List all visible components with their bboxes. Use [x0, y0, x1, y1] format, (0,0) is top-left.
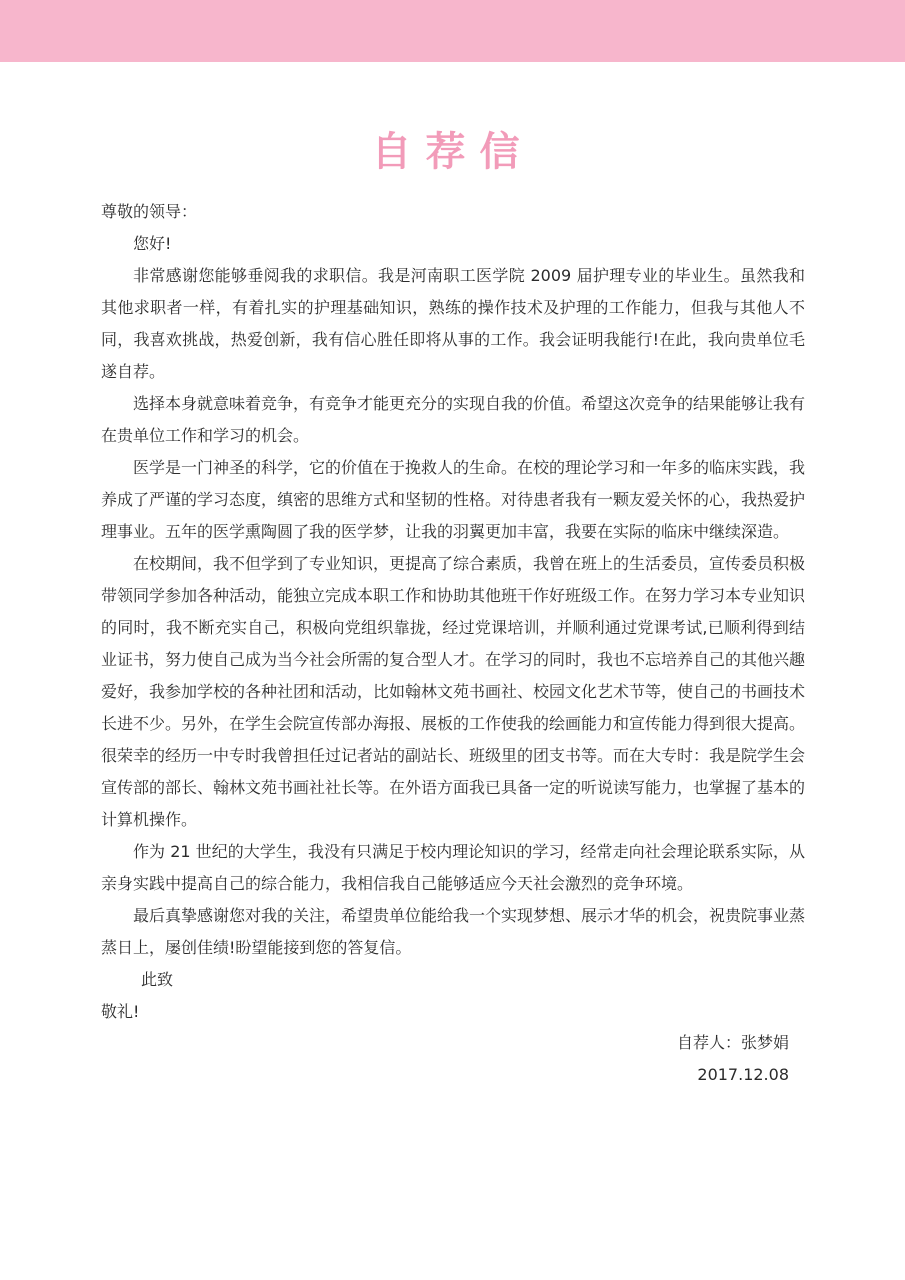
paragraph-6: 最后真挚感谢您对我的关注，希望贵单位能给我一个实现梦想、展示才华的机会，祝贵院事业蒸蒸日上，屡创佳绩!盼望能接到您的答复信。: [101, 906, 806, 957]
paragraph-2: 选择本身就意味着竞争，有竞争才能更充分的实现自我的价值。希望这次竞争的结果能够让我有在贵单位工作和学习的机会。: [101, 394, 806, 445]
paragraph-4: 在校期间，我不但学到了专业知识，更提高了综合素质，我曾在班上的生活委员，宣传委员积极带领同学参加各种活动，能独立完成本职工作和协助其他班干作好班级工作。在努力学习本专业知识的同时，我不断充实自己，积极向党组织靠拢，经过党课培训，并顺利通过党课考试,已顺利得到结业证书，努力使自己成为当今社会所需的复合型人才。在学习的同时，我也不忘培养自己的其他兴趣爱好，我参加学校的各种社团和活动，比如翰林文苑书画社、校园文化艺术节等，使自己的书画技术长进不少。另外，在学生会院宣传部办海报、展板的工作使我的绘画能力和宣传能力得到很大提高。很荣幸的经历一中专时我曾担任过记者站的副站长、班级里的团支书等。而在大专时：我是院学生会宣传部的部长、翰林文苑书画社社长等。在外语方面我已具备一定的听说读写能力，也掌握了基本的计算机操作。: [101, 554, 806, 829]
signature-block: [677, 1027, 789, 1091]
closing-line-1: 此致: [141, 970, 174, 989]
paragraph-1: 非常感谢您能够垂阅我的求职信。我是河南职工医学院 2009 届护理专业的毕业生。虽然我和其他求职者一样，有着扎实的护理基础知识，熟练的操作技术及护理的工作能力，但我与其他人不同，我喜欢挑战，热爱创新，我有信心胜任即将从事的工作。我会证明我能行!在此，我向贵单位毛遂自荐。: [101, 266, 805, 381]
page-title: 自荐信: [371, 129, 534, 175]
paragraph-3: 医学是一门神圣的科学，它的价值在于挽救人的生命。在校的理论学习和一年多的临床实践，我养成了严谨的学习态度，缜密的思维方式和坚韧的性格。对待患者我有一颗友爱关怀的心，我热爱护理事业。五年的医学熏陶圆了我的医学梦，让我的羽翼更加丰富，我要在实际的临床中继续深造。: [101, 458, 806, 541]
salutation: 尊敬的领导：: [101, 202, 198, 221]
signature-date: 2017.12.08: [697, 1065, 789, 1084]
letter-body: [101, 196, 805, 1028]
greeting: 您好!: [133, 234, 172, 253]
signature-name: 自荐人：张梦娟: [676, 1033, 789, 1052]
paragraph-5: 作为 21 世纪的大学生，我没有只满足于校内理论知识的学习，经常走向社会理论联系实际，从亲身实践中提高自己的综合能力，我相信我自己能够适应今天社会激烈的竞争环境。: [101, 842, 805, 893]
closing-line-2: 敬礼!: [101, 1002, 140, 1021]
header-band: [0, 0, 905, 62]
